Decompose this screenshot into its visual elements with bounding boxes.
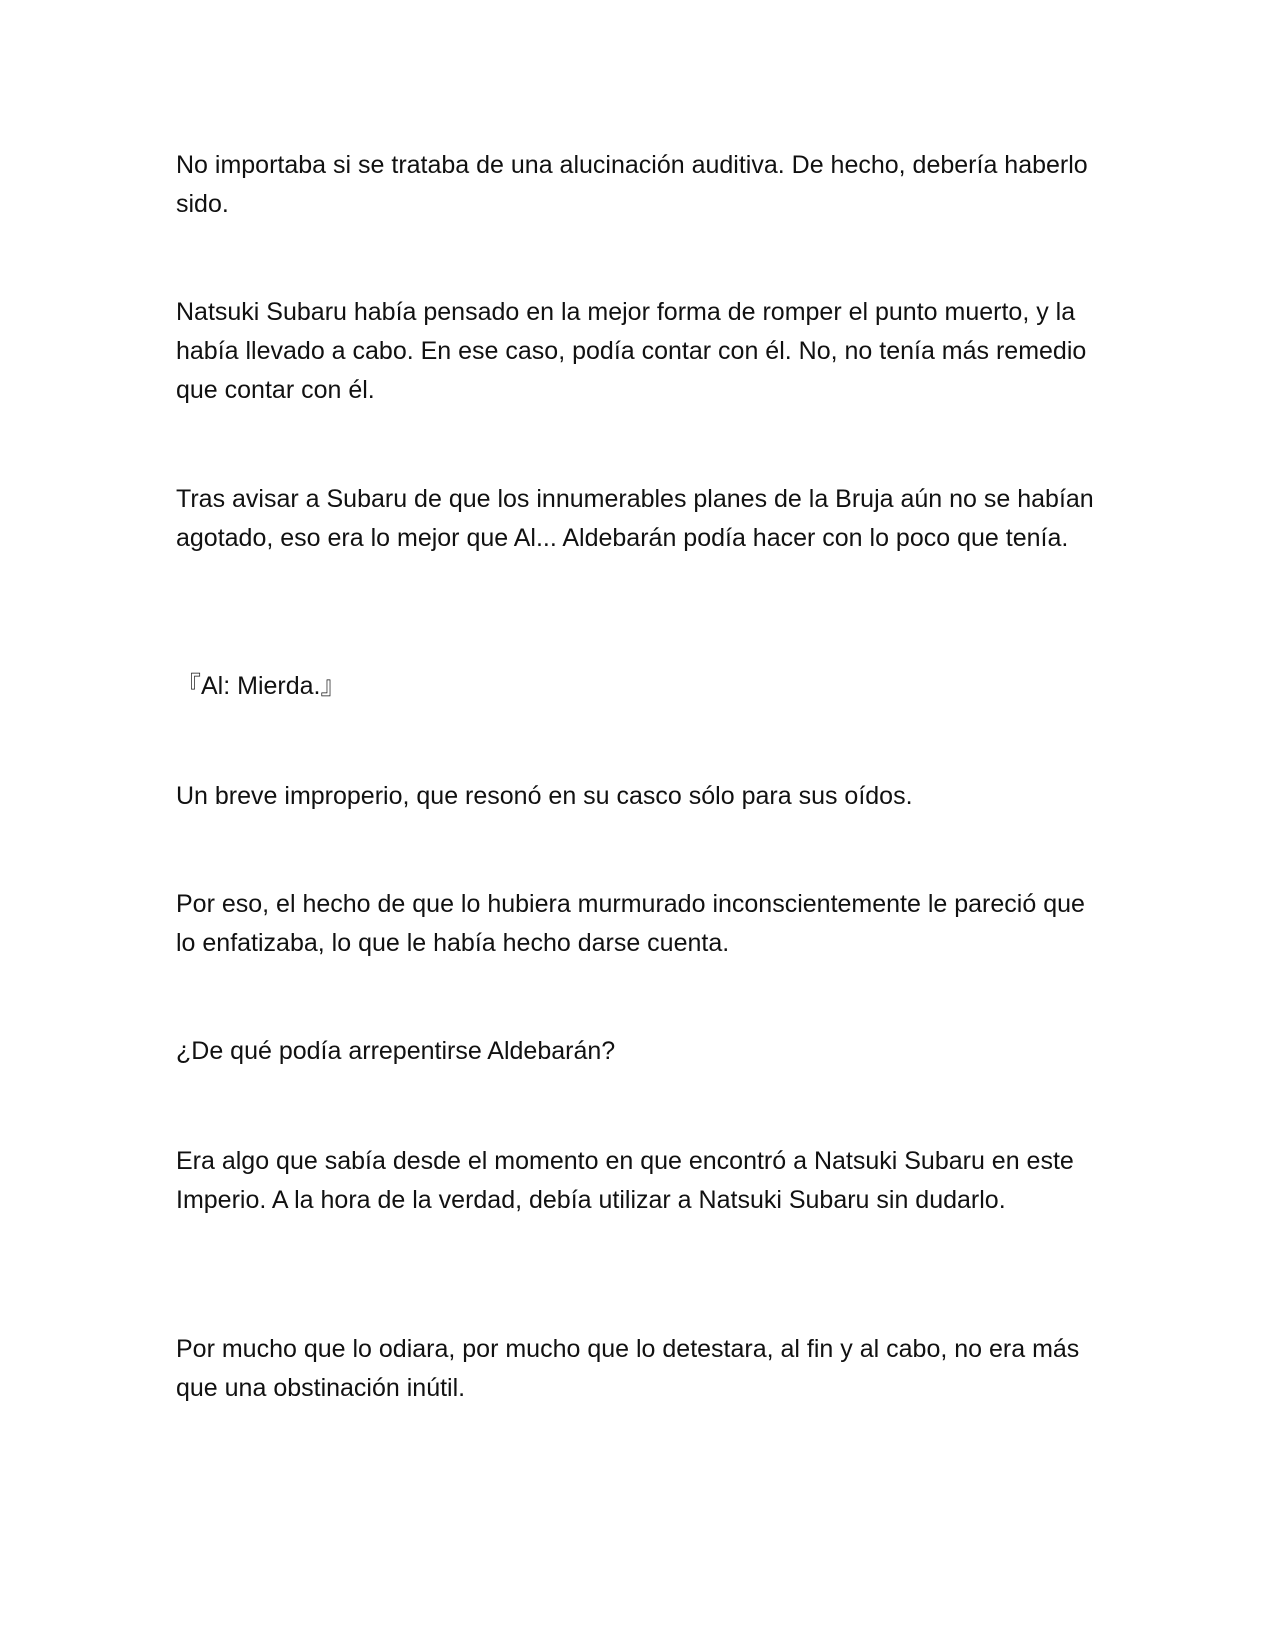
paragraph-9: Por mucho que lo odiara, por mucho que lo detestara, al fin y al cabo, no era más que una obstinación inútil. bbox=[176, 1335, 1080, 1402]
paragraph-2: Natsuki Subaru había pensado en la mejor forma de romper el punto muerto, y la había llevado a cabo. En ese caso, podía contar con él. No, no tenía más remedio que contar con él. bbox=[176, 298, 1087, 404]
paragraph-6: Por eso, el hecho de que lo hubiera murmurado inconscientemente le pareció que lo enfatizaba, lo que le había hecho darse cuenta. bbox=[176, 890, 1085, 957]
paragraph-7: ¿De qué podía arrepentirse Aldebarán? bbox=[176, 1037, 616, 1065]
paragraph-1: No importaba si se trataba de una alucinación auditiva. De hecho, debería haberlo sido. bbox=[176, 151, 1088, 218]
paragraph-3: Tras avisar a Subaru de que los innumerables planes de la Bruja aún no se habían agotado, eso era lo mejor que Al... Aldebarán podía hacer con lo poco que tenía. bbox=[176, 485, 1094, 552]
paragraph-5: Un breve improperio, que resonó en su casco sólo para sus oídos. bbox=[176, 782, 913, 810]
paragraph-8: Era algo que sabía desde el momento en que encontró a Natsuki Subaru en este Imperio. A la hora de la verdad, debía utilizar a Natsuki Subaru sin dudarlo. bbox=[176, 1147, 1074, 1214]
dialogue-line: 『Al: Mierda.』 bbox=[176, 672, 346, 700]
